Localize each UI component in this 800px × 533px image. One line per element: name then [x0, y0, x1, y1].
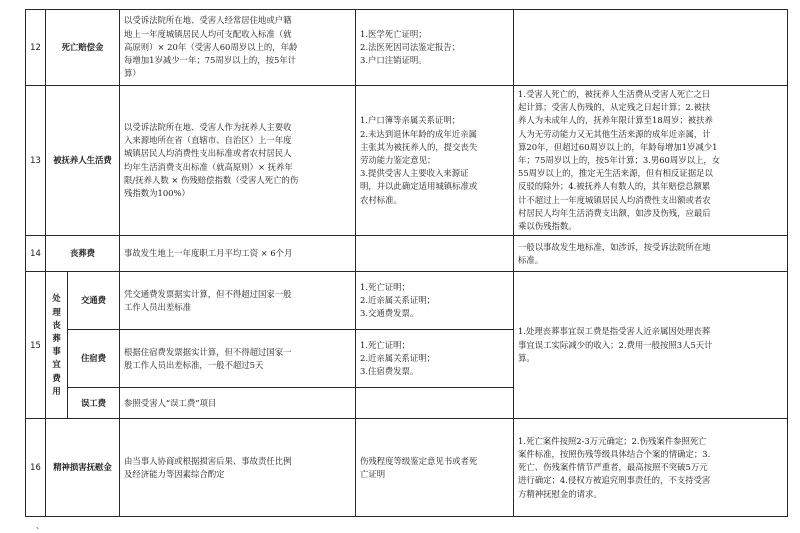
text-line: 55周岁以上的，推定无生活来源，但有相反证据足以: [518, 168, 713, 179]
standard-cell: [120, 272, 356, 330]
standard-cell: [120, 236, 356, 272]
item-name: 丧葬费: [46, 236, 120, 272]
text-line: 劳动能力鉴定意见；: [360, 155, 436, 166]
text-line: 明，并以此确定适用城镇标准或: [360, 181, 478, 192]
text-line: 算。: [518, 352, 535, 363]
row-number: 14: [26, 236, 46, 272]
sub-item-name: 交通费: [68, 272, 120, 330]
item-name: 死亡赔偿金: [46, 10, 120, 86]
text-line: 3.提供受害人主要收入来源证: [360, 168, 469, 179]
text-line: 入来源地所在省（直辖市、自治区）上一年度: [124, 135, 292, 146]
text-line: 1.死亡案件按照2-3万元确定；2.伤残案件参照死亡: [518, 435, 707, 446]
text-line: 以受诉法院所在地、受害人作为抚养人主要收: [124, 122, 292, 132]
text-line: 由当事人协商或根据损害后果、事故责任比例: [124, 455, 292, 466]
text-line: 标准。: [518, 254, 544, 265]
text-line: 主张其为被抚养人的，提交丧失: [360, 141, 478, 152]
text-line: 人为无劳动能力又无其他生活来源的成年近亲属，计: [518, 128, 711, 139]
table-row: [26, 86, 788, 236]
text-line: 算20年，但超过60周岁以上的，年龄每增加1岁减少1: [518, 141, 718, 152]
group-label-text: 处理丧葬事宜费用: [52, 293, 61, 396]
text-line: 1.受害人死亡的，被抚养人生活费从受害人死亡之日: [518, 89, 711, 99]
compensation-table: [25, 9, 788, 517]
text-line: 2.近亲属关系证明；: [360, 353, 435, 364]
standard-cell: [120, 330, 356, 388]
text-line: 2.近亲属关系证明；: [360, 295, 435, 306]
standard-cell: [120, 86, 356, 236]
text-line: 进行确定；4.侵权方被追究刑事责任的，不支持受害: [518, 475, 711, 486]
note-cell: [514, 236, 788, 272]
text-line: 一般以事故发生地标准，如涉诉，按受诉法院所在地: [518, 241, 711, 252]
text-line: 2.未达到退休年龄的成年近亲属: [360, 128, 477, 139]
note-cell: [514, 10, 788, 86]
text-line: 反驳的除外；4.被抚养人有数人的，其年赔偿总额累: [518, 181, 711, 192]
text-line: 1.医学死亡证明；: [360, 28, 427, 39]
text-line: 计不超过上一年度城镇居民人均消费性支出额或者农: [518, 194, 711, 205]
text-line: 村居民人均年生活消费支出额，如涉及伤残，应最后: [518, 207, 711, 218]
text-line: 地上一年度城镇居民人均可支配收入标准（就: [124, 28, 292, 39]
text-line: 及经济能力等因素综合酌定: [124, 468, 225, 479]
text-line: 起计算；受害人伤残的，从定残之日起计算；2.被扶: [518, 102, 711, 113]
note-cell: [514, 419, 788, 517]
text-line: 高原则）× 20年（受害人60周岁以上的，年龄: [124, 41, 298, 52]
text-line: 根据住宿费发票据实计算，但不得超过国家一: [124, 346, 292, 357]
proof-cell: [356, 86, 514, 236]
text-line: 1.处理丧葬事宜误工费是指受害人近亲属因处理丧葬: [518, 326, 711, 337]
proof-cell: [356, 388, 514, 419]
text-line: 般工作人员出差标准，一般不超过5天: [124, 359, 264, 370]
text-line: 伤残程度等级鉴定意见书或者死: [360, 455, 478, 466]
text-line: 1.户口簿等亲属关系证明；: [360, 115, 461, 126]
text-line: 事故发生地上一年度职工月平均工资 × 6个月: [124, 248, 293, 259]
item-name: 精神损害抚慰金: [46, 419, 120, 517]
proof-cell: [356, 330, 514, 388]
text-line: 以受诉法院所在地、受害人经常居住地或户籍: [124, 15, 292, 26]
table-row: [26, 419, 788, 517]
sub-item-name: 误工费: [68, 388, 120, 419]
text-line: 1.死亡证明；: [360, 339, 410, 350]
sub-item-name: 住宿费: [68, 330, 120, 388]
standard-cell: [120, 10, 356, 86]
row-number: 16: [26, 419, 46, 517]
standard-cell: [120, 419, 356, 517]
text-line: 城镇居民人均消费性支出标准或者农村居民人: [124, 148, 292, 159]
standard-cell: [120, 388, 356, 419]
proof-cell: [356, 419, 514, 517]
text-line: 年；75周岁以上的，按5年计算；3.男60周岁以上，女: [518, 155, 721, 166]
note-cell: [514, 86, 788, 236]
text-line: 乘以伤残指数。: [518, 221, 577, 232]
proof-cell: [356, 10, 514, 86]
text-line: 3.交通费发票。: [360, 308, 419, 319]
text-line: 限/抚养人数 × 伤残赔偿指数（受害人死亡的伤: [124, 174, 299, 185]
text-line: 凭交通费发票据实计算，但不得超过国家一般: [124, 288, 292, 299]
table-row: [26, 236, 788, 272]
row-number: 15: [26, 272, 46, 419]
group-label: [46, 272, 68, 419]
row-number: 13: [26, 86, 46, 236]
text-line: 残指数为100%）: [124, 188, 190, 199]
text-line: 参照受害人“误工费”项目: [124, 397, 217, 408]
text-line: 1.死亡证明；: [360, 281, 410, 292]
footer-mark: 、: [36, 521, 44, 530]
text-line: 3.住宿费发票。: [360, 366, 419, 377]
proof-cell: [356, 236, 514, 272]
proof-cell: [356, 272, 514, 330]
text-line: 死亡、伤残案件情节严重者，最高按照不突破5万元: [518, 462, 708, 473]
text-line: 农村标准。: [360, 194, 402, 205]
text-line: 每增加1岁减少一年；75周岁以上的，按5年计: [124, 55, 297, 66]
table-row: [26, 272, 788, 330]
text-line: 工作人员出差标准: [124, 301, 191, 312]
text-line: 案件标准，按照伤残等级具体结合个案的情确定；3.: [518, 448, 711, 459]
text-line: 亡证明: [360, 468, 386, 479]
item-name: 被抚养人生活费: [46, 86, 120, 236]
text-line: 养人为未成年人的，抚养年限计算至18周岁；被扶养: [518, 115, 713, 126]
note-cell: [514, 272, 788, 419]
text-line: 方精神抚慰金的请求。: [518, 488, 602, 499]
text-line: 均年生活消费支出标准（就高原则）× 抚养年: [124, 161, 293, 172]
text-line: 3.户口注销证明。: [360, 55, 427, 66]
text-line: 事宜误工实际减少的收入；2.费用一般按照3人5天计: [518, 339, 713, 350]
table-row: [26, 10, 788, 86]
text-line: 算）: [124, 68, 141, 79]
row-number: 12: [26, 10, 46, 86]
text-line: 2.法医死因司法鉴定报告；: [360, 41, 461, 52]
